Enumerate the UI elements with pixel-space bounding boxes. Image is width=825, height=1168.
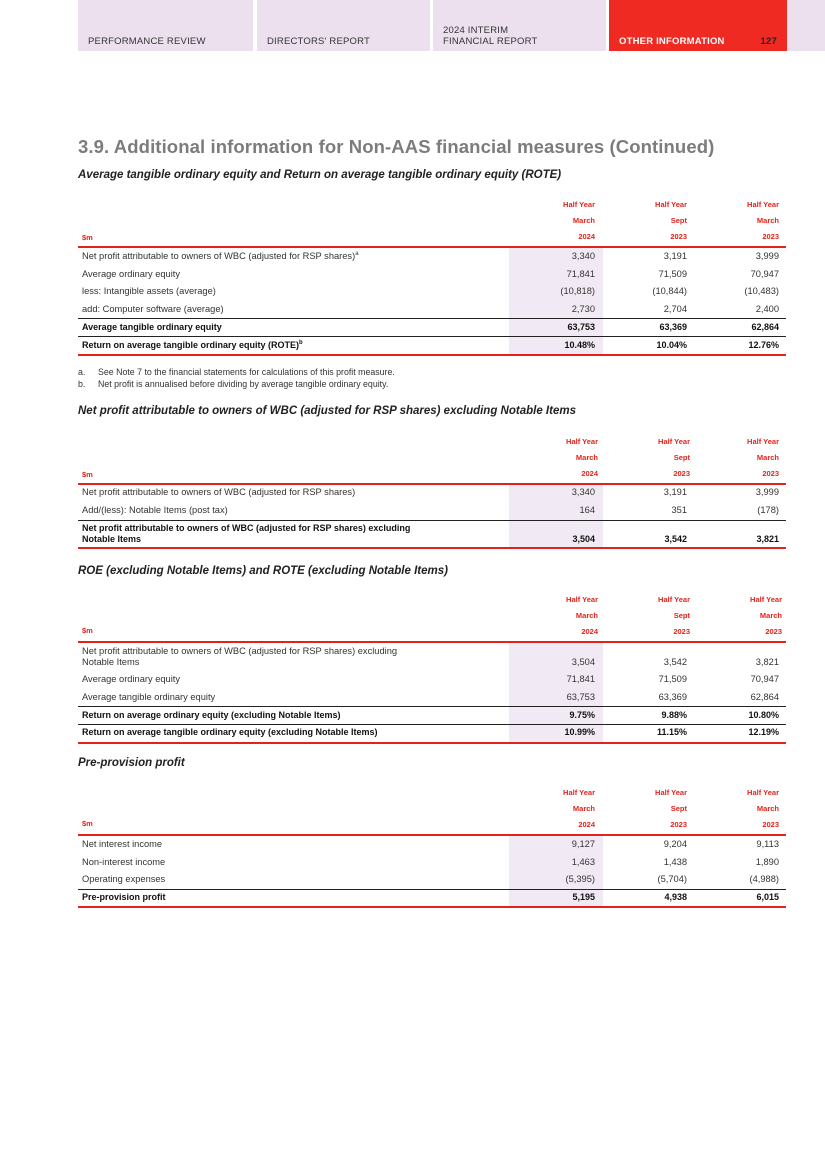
divider [78, 354, 786, 356]
unit-label: $m [82, 470, 93, 479]
table1: Half Year March 2024 Half Year Sept 2023 Half Year March 2023 $m Net profit attributable to owners of WBC (adjusted for RSP shares)$^a$ 3,340 3,191 3,999 Average ordinary equity 71,841 71,509 70,947 less: Intangible assets (average) (10,818) (10,844) (10,483) add: Computer software (average) 2,730 2,704 2,400 Average tangible ordinary equity 63,753 63,369 62,864 Return on average tangible ordinary equity (ROTE)$^b$ 10.48% 10.04% 12.76% [78, 195, 786, 357]
footnote-a: a. See Note 7 to the financial statements for calculations of this profit measure. [78, 367, 395, 377]
col-header-sept-2023: Half Year Sept 2023 [655, 200, 687, 241]
unit-label: $m [82, 233, 93, 242]
table1-column-headers [78, 197, 786, 247]
footnote-b: b. Net profit is annualised before dividing by average tangible ordinary equity. [78, 379, 389, 389]
divider [78, 520, 786, 521]
divider [78, 724, 786, 725]
col-header-march-2023: Half Year March 2023 [747, 437, 779, 478]
table4: Half Year March 2024 Half Year Sept 2023 Half Year March 2023 $m Net interest income 9,127 9,204 9,113 Non-interest income 1,463 1,438 1,890 Operating expenses (5,395) (5,704) (4,988) Pre-provision profit 5,195 4,938 6,015 [78, 785, 786, 910]
footnotes [78, 366, 395, 390]
table2-title: Net profit attributable to owners of WBC (adjusted for RSP shares) excluding Notable Items [78, 405, 576, 417]
divider [78, 906, 786, 908]
col-header-march-2023: Half Year March 2023 [747, 200, 779, 241]
col-header-sept-2023: Half Year Sept 2023 [658, 437, 690, 478]
table4-title: Pre-provision profit [78, 757, 185, 769]
unit-label: $m [82, 819, 93, 828]
divider [78, 547, 786, 549]
tab-other-information[interactable]: OTHER INFORMATION 127 [609, 0, 787, 51]
col-header-march-2023: Half Year March 2023 [747, 788, 779, 829]
divider [78, 742, 786, 744]
table2-column-headers [78, 434, 786, 484]
divider [78, 336, 786, 337]
tab-directors-report[interactable]: DIRECTORS' REPORT [257, 0, 430, 51]
tab-performance-review[interactable]: PERFORMANCE REVIEW [78, 0, 253, 51]
divider [78, 706, 786, 707]
divider [78, 834, 786, 836]
table2: Half Year March 2024 Half Year Sept 2023 Half Year March 2023 $m Net profit attributable to owners of WBC (adjusted for RSP shares) 3,340 3,191 3,999 Add/(less): Notable Items (post tax) 164 351 (178) Net profit attributable to owners of WBC (adjusted for RSP shares) excluding Notable Items 3,504 3,542 3,821 [78, 432, 786, 550]
col-header-march-2024: Half Year March 2024 [563, 788, 595, 829]
col-header-march-2024: Half Year March 2024 [566, 437, 598, 478]
page-number: 127 [760, 36, 777, 47]
divider [78, 246, 786, 248]
unit-label: $m [82, 626, 93, 635]
table3: Half Year March 2024 Half Year Sept 2023 Half Year March 2023 $m Net profit attributable to owners of WBC (adjusted for RSP shares) excluding Notable Items 3,504 3,542 3,821 Average ordinary equity 71,841 71,509 70,947 Average tangible ordinary equity 63,753 63,369 62,864 Return on average ordinary equity (excluding Notable Items) 9.75% 9.88% 10.80% Return on average tangible ordinary equity (excluding Notable Items) 10.99% 11.15% 12.19% [78, 592, 786, 744]
current-period-shading [509, 247, 603, 355]
divider [78, 641, 786, 643]
table4-column-headers [78, 785, 786, 835]
col-header-sept-2023: Half Year Sept 2023 [658, 595, 690, 636]
table3-column-headers [78, 592, 786, 642]
section-title: 3.9. Additional information for Non-AAS financial measures (Continued) [78, 136, 715, 157]
top-nav [78, 0, 825, 51]
tab-interim-financial-report[interactable]: 2024 INTERIM FINANCIAL REPORT [433, 0, 606, 51]
col-header-march-2023: Half Year March 2023 [750, 595, 782, 636]
divider [78, 483, 786, 485]
col-header-march-2024: Half Year March 2024 [563, 200, 595, 241]
divider [78, 318, 786, 319]
tab-spacer [787, 0, 825, 51]
col-header-march-2024: Half Year March 2024 [566, 595, 598, 636]
col-header-sept-2023: Half Year Sept 2023 [655, 788, 687, 829]
table3-title: ROE (excluding Notable Items) and ROTE (excluding Notable Items) [78, 565, 448, 577]
divider [78, 889, 786, 890]
table1-title: Average tangible ordinary equity and Return on average tangible ordinary equity (ROTE) [78, 169, 562, 181]
